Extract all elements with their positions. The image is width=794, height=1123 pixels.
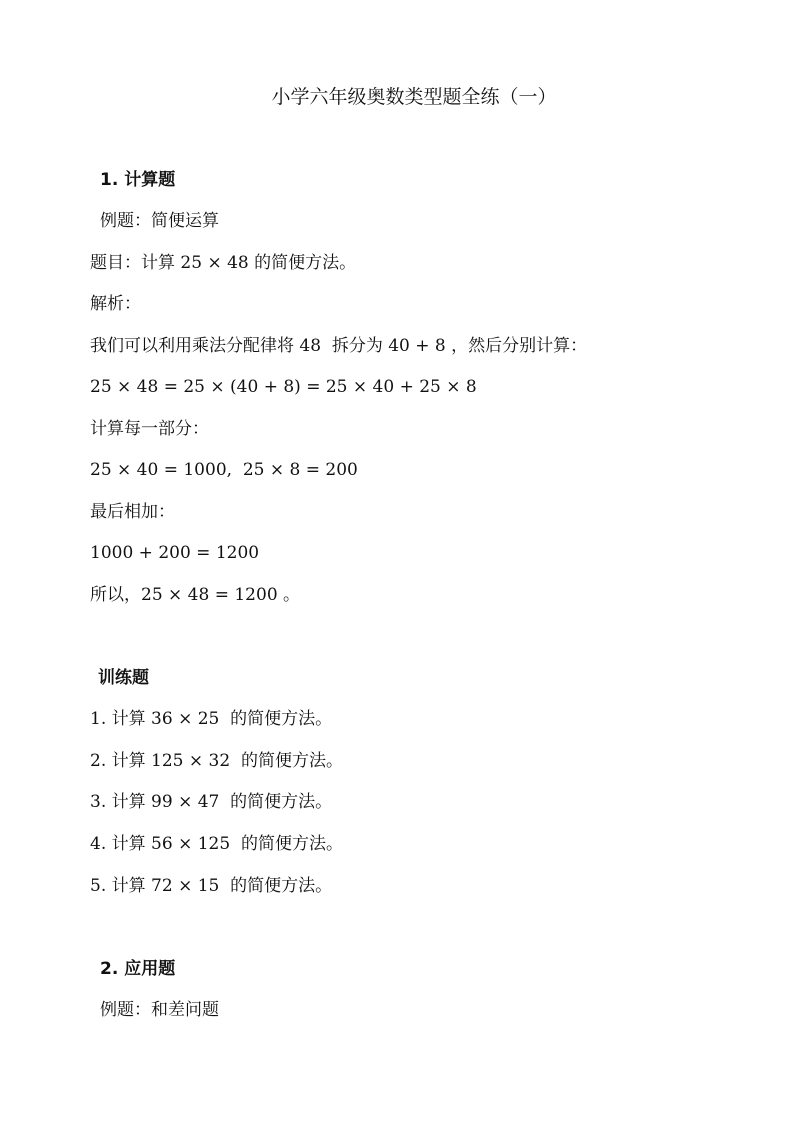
section-1-expansion: 25 × 48 = 25 × (40 + 8) = 25 × 40 + 25 × 8 xyxy=(90,377,477,397)
section-1-conclusion: 所以，25 × 48 = 1200 。 xyxy=(90,585,301,605)
training-item: 3. 计算 99 × 47 的简便方法。 xyxy=(90,792,333,812)
section-1-heading: 1. 计算题 xyxy=(100,170,176,190)
section-2-example-label: 例题：和差问题 xyxy=(100,1000,219,1020)
page-title: 小学六年级奥数类型题全练（一） xyxy=(271,86,557,108)
section-1-compute-each: 25 × 40 = 1000, 25 × 8 = 200 xyxy=(90,460,358,480)
training-item: 5. 计算 72 × 15 的简便方法。 xyxy=(90,876,333,896)
section-1-analysis-label: 解析： xyxy=(90,294,141,314)
section-1-analysis-text: 我们可以利用乘法分配律将 48 拆分为 40 + 8 ，然后分别计算： xyxy=(90,336,588,356)
section-1-sum: 1000 + 200 = 1200 xyxy=(90,543,260,563)
training-item: 2. 计算 125 × 32 的简便方法。 xyxy=(90,751,343,771)
training-item: 1. 计算 36 × 25 的简便方法。 xyxy=(90,709,333,729)
section-1-compute-each-label: 计算每一部分： xyxy=(90,419,209,439)
section-2-heading: 2. 应用题 xyxy=(100,959,176,979)
section-1-example-label: 例题：简便运算 xyxy=(100,211,219,231)
section-1-sum-label: 最后相加： xyxy=(90,502,175,522)
section-1-problem: 题目：计算 25 × 48 的简便方法。 xyxy=(90,253,357,273)
training-heading: 训练题 xyxy=(98,668,149,688)
training-item: 4. 计算 56 × 125 的简便方法。 xyxy=(90,834,343,854)
